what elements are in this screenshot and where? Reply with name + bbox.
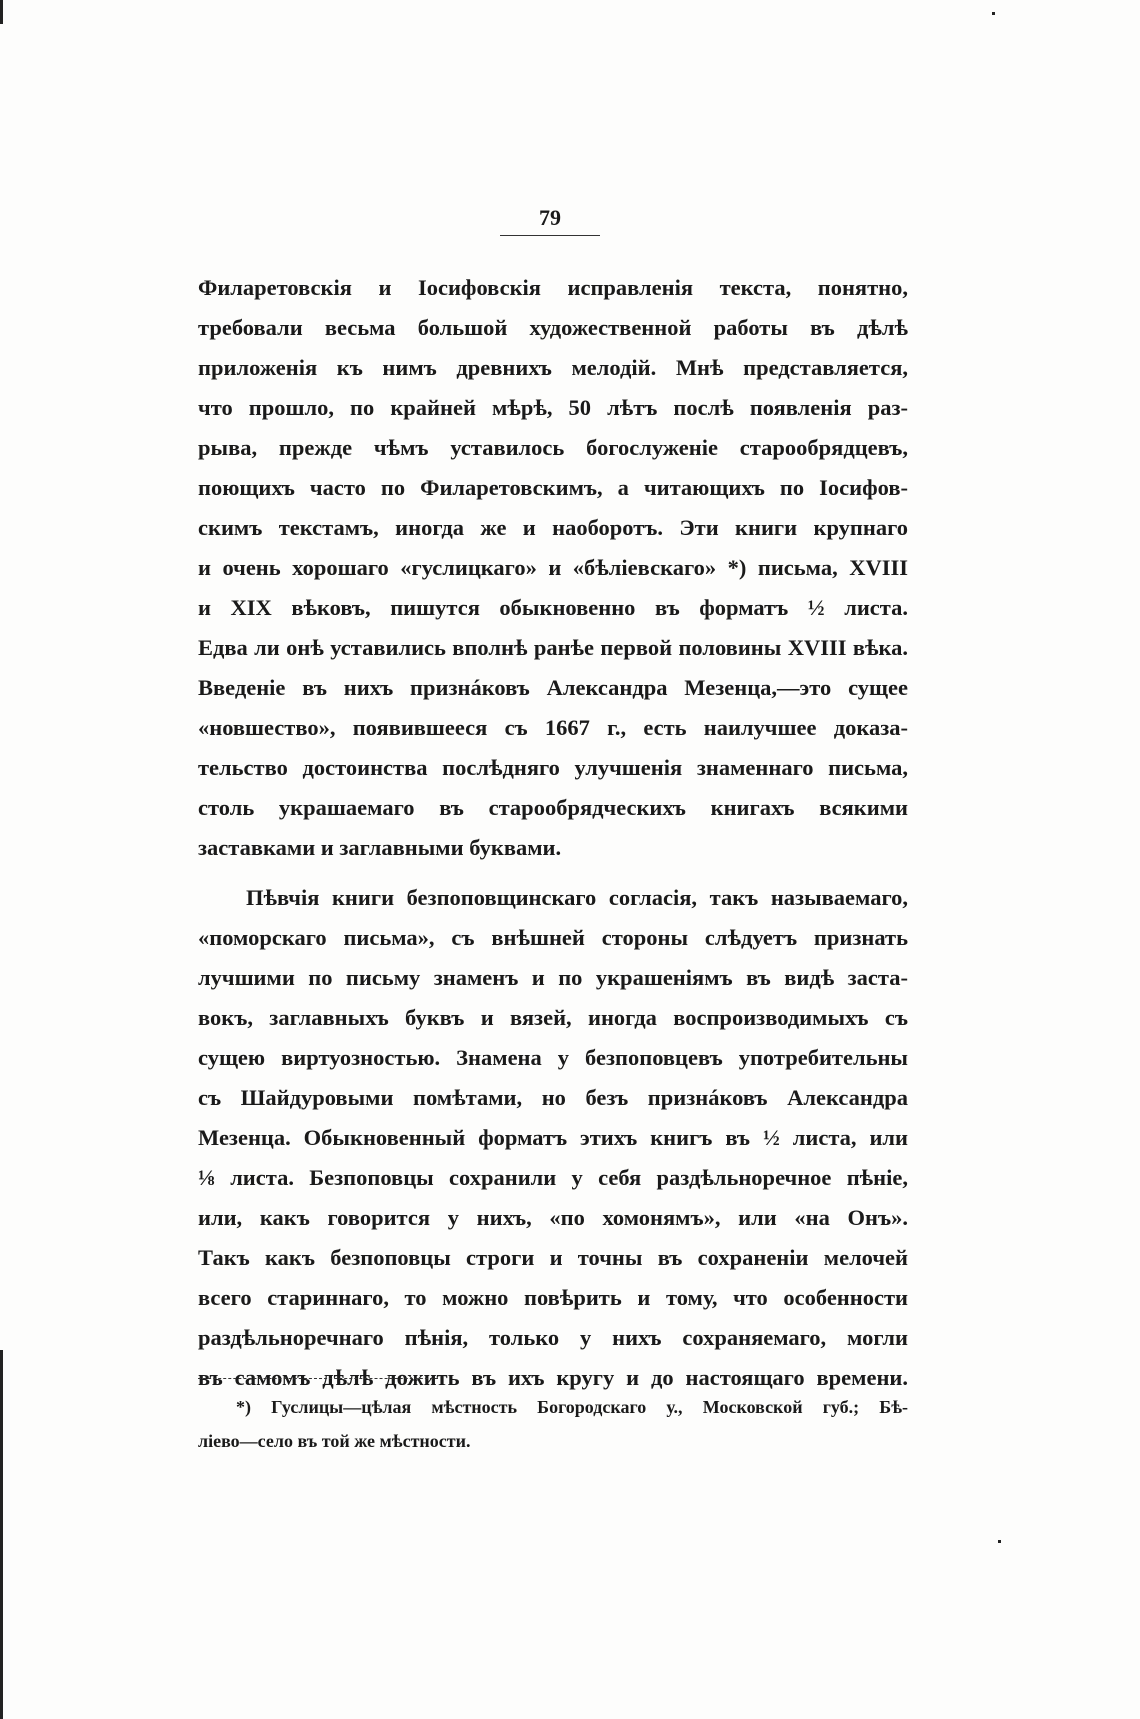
scan-dot	[992, 12, 995, 15]
footnote-line: *) Гуслицы—цѣлая мѣстность Богородскаго у., Московской губ.; Бѣ-	[236, 1397, 908, 1417]
text-line: тельство достоинства послѣдняго улучшенія знаменнаго письма,	[198, 755, 908, 780]
text-line: вокъ, заглавныхъ буквъ и вязей, иногда воспроизводимыхъ съ	[198, 1005, 908, 1030]
text-line: ⅛ листа. Безпоповцы сохранили у себя раздѣльноречное пѣніе,	[198, 1165, 908, 1190]
text-line: что прошло, по крайней мѣрѣ, 50 лѣтъ послѣ появленія раз-	[198, 395, 908, 420]
text-line: требовали весьма большой художественной работы въ дѣлѣ	[198, 315, 908, 340]
text-line: и XIX вѣковъ, пишутся обыкновенно въ форматъ ½ листа.	[198, 595, 908, 620]
text-line: всего стариннаго, то можно повѣрить и тому, что особенности	[198, 1285, 908, 1310]
text-line: и очень хорошаго «гуслицкаго» и «бѣліевскаго» *) письма, XVIII	[198, 555, 908, 580]
text-line: Мезенца. Обыкновенный форматъ этихъ книгъ въ ½ листа, или	[198, 1125, 908, 1150]
body-text	[198, 268, 908, 1398]
text-line: или, какъ говорится у нихъ, «по хомонямъ», или «на Онъ».	[198, 1205, 908, 1230]
scan-edge-mark-top	[0, 0, 3, 24]
scan-edge-mark-left	[0, 1350, 3, 1719]
scan-dot	[998, 1540, 1001, 1543]
text-line: Едва ли онѣ уставились вполнѣ ранѣе первой половины XVIII вѣка.	[198, 635, 908, 660]
text-line: Такъ какъ безпоповцы строги и точны въ сохраненіи мелочей	[198, 1245, 908, 1270]
footnote-separator	[198, 1378, 438, 1379]
text-line: рыва, прежде чѣмъ уставилось богослуженіе старообрядцевъ,	[198, 435, 908, 460]
text-line: Филаретовскія и Іосифовскія исправленія текста, понятно,	[198, 275, 908, 300]
text-line: въ самомъ дѣлѣ дожить въ ихъ кругу и до настоящаго времени.	[198, 1365, 908, 1390]
text-line: лучшими по письму знаменъ и по украшеніямъ въ видѣ заста-	[198, 965, 908, 990]
text-line: поющихъ часто по Филаретовскимъ, а читающихъ по Іосифов-	[198, 475, 908, 500]
text-line: столь украшаемаго въ старообрядческихъ книгахъ всякими	[198, 795, 908, 820]
text-line: Введеніе въ нихъ признáковъ Александра Мезенца,—это сущее	[198, 675, 908, 700]
footnote	[198, 1390, 908, 1458]
text-line: раздѣльноречнаго пѣнія, только у нихъ сохраняемаго, могли	[198, 1325, 908, 1350]
text-line: заставками и заглавными буквами.	[198, 835, 562, 860]
text-line: «поморскаго письма», съ внѣшней стороны слѣдуетъ признать	[198, 925, 908, 950]
text-line: приложенія къ нимъ древнихъ мелодій. Мнѣ представляется,	[198, 355, 908, 380]
text-line: съ Шайдуровыми помѣтами, но безъ признáковъ Александра	[198, 1085, 908, 1110]
paragraph	[198, 878, 908, 1398]
paragraph	[198, 268, 908, 868]
text-line: скимъ текстамъ, иногда же и наоборотъ. Эти книги крупнаго	[198, 515, 908, 540]
text-line: Пѣвчія книги безпоповщинскаго согласія, такъ называемаго,	[246, 885, 908, 910]
footnote-line: ліево—село въ той же мѣстности.	[198, 1431, 471, 1451]
text-line: сущею виртуозностью. Знамена у безпоповцевъ употребительны	[198, 1045, 908, 1070]
page-number: 79	[500, 205, 600, 236]
text-line: «новшество», появившееся съ 1667 г., есть наилучшее доказа-	[198, 715, 908, 740]
paragraph-gap	[198, 868, 908, 878]
